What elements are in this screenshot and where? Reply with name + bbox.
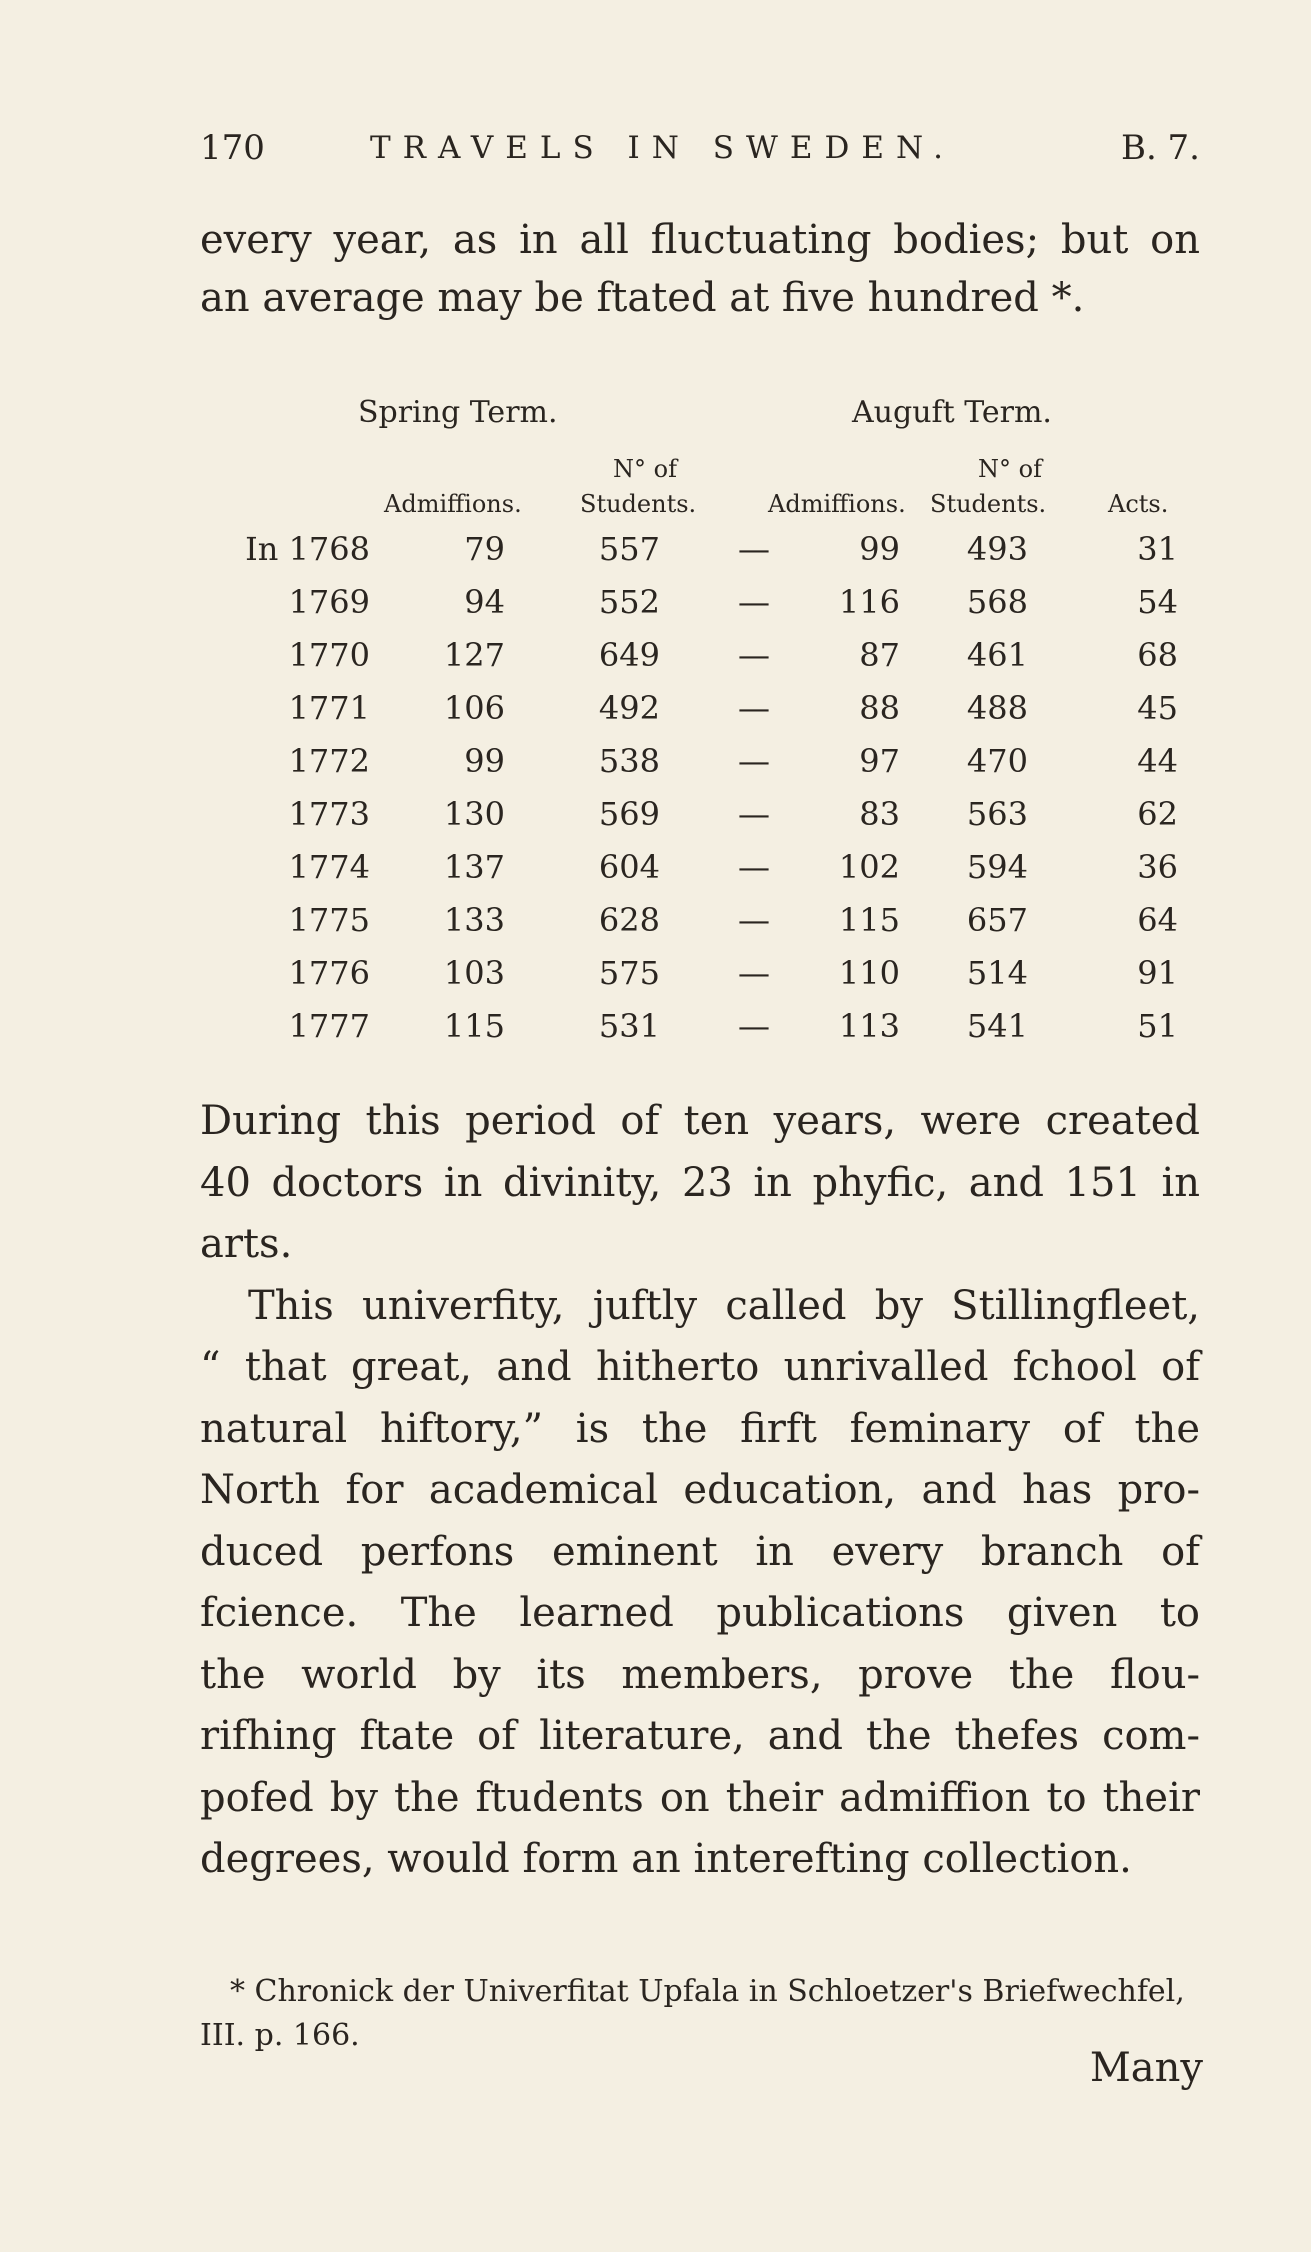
- august-students-cell: 514: [966, 954, 1028, 992]
- body-line: North for academical education, and has pro-: [200, 1467, 1200, 1513]
- august-admissions-cell: 110: [838, 954, 900, 992]
- year-cell: 1769: [288, 583, 370, 621]
- running-title: TRAVELS IN SWEDEN.: [370, 130, 955, 166]
- dash-cell: —: [738, 1007, 770, 1045]
- students-no-of-label: N° of: [978, 455, 1042, 483]
- august-students-cell: 470: [966, 742, 1028, 780]
- year-cell: 1770: [288, 636, 370, 674]
- august-students-cell: 568: [966, 583, 1028, 621]
- page-number: 170: [200, 128, 265, 168]
- table-row: [0, 795, 1311, 843]
- acts-cell: 31: [1137, 530, 1178, 568]
- august-students-cell: 657: [966, 901, 1028, 939]
- table-row: [0, 901, 1311, 949]
- spring-term-heading: Spring Term.: [358, 395, 558, 430]
- acts-cell: 68: [1137, 636, 1178, 674]
- table-row: [0, 530, 1311, 578]
- acts-cell: 45: [1137, 689, 1178, 727]
- dash-cell: —: [738, 530, 770, 568]
- body-line: rifhing ftate of literature, and the thefes com-: [200, 1713, 1200, 1759]
- body-line: fcience. The learned publications given to: [200, 1590, 1200, 1636]
- august-admissions-cell: 99: [859, 530, 900, 568]
- year-cell: 1774: [288, 848, 370, 886]
- intro-line: every year, as in all fluctuating bodies; but on: [200, 217, 1200, 263]
- dash-cell: —: [738, 742, 770, 780]
- col-header-students: Students.: [930, 490, 1047, 518]
- spring-admissions-cell: 103: [443, 954, 505, 992]
- book-number: B. 7.: [1120, 128, 1200, 168]
- body-line: pofed by the ftudents on their admiffion to their: [200, 1774, 1200, 1821]
- table-row: [0, 954, 1311, 1002]
- dash-cell: —: [738, 954, 770, 992]
- body-line: the world by its members, prove the flou-: [200, 1651, 1200, 1698]
- body-line: During this period of ten years, were created: [200, 1098, 1200, 1144]
- body-line: natural hiftory,” is the firft feminary of the: [200, 1405, 1200, 1452]
- spring-students-cell: 575: [598, 954, 660, 992]
- spring-students-cell: 649: [598, 636, 660, 674]
- acts-cell: 62: [1137, 795, 1178, 833]
- august-students-cell: 563: [966, 795, 1028, 833]
- year-cell: 1775: [288, 901, 370, 939]
- spring-students-cell: 628: [598, 901, 660, 939]
- spring-admissions-cell: 133: [443, 901, 505, 939]
- august-students-cell: 493: [966, 530, 1028, 568]
- august-students-cell: 594: [966, 848, 1028, 886]
- august-admissions-cell: 88: [859, 689, 900, 727]
- august-admissions-cell: 97: [859, 742, 900, 780]
- table-row: [0, 742, 1311, 790]
- august-students-cell: 541: [966, 1007, 1028, 1045]
- body-line: 40 doctors in divinity, 23 in phyfic, and 151 in: [200, 1159, 1200, 1206]
- spring-admissions-cell: 137: [443, 848, 505, 886]
- body-line: This univerfity, juftly called by Stillingfleet,: [248, 1282, 1200, 1329]
- spring-students-cell: 492: [598, 689, 660, 727]
- spring-students-cell: 531: [598, 1007, 660, 1045]
- spring-admissions-cell: 130: [443, 795, 505, 833]
- footnote-line: * Chronick der Univerfitat Upfala in Schloetzer's Briefwechfel,: [230, 1974, 1185, 2009]
- col-header-acts: Acts.: [1108, 490, 1169, 518]
- spring-students-cell: 538: [598, 742, 660, 780]
- spring-students-cell: 557: [598, 530, 660, 568]
- acts-cell: 51: [1137, 1007, 1178, 1045]
- col-header-admissions: Admiffions.: [768, 490, 906, 518]
- col-header-students: Students.: [580, 490, 697, 518]
- year-cell: In 1768: [245, 530, 370, 568]
- august-admissions-cell: 113: [838, 1007, 900, 1045]
- august-admissions-cell: 83: [859, 795, 900, 833]
- running-head: [200, 128, 1200, 178]
- dash-cell: —: [738, 901, 770, 939]
- august-admissions-cell: 116: [838, 583, 900, 621]
- body-line: “ that great, and hitherto unrivalled fchool of: [200, 1344, 1200, 1390]
- august-admissions-cell: 115: [838, 901, 900, 939]
- body-line: duced perfons eminent in every branch of: [200, 1528, 1200, 1575]
- body-line: degrees, would form an interefting collection.: [200, 1836, 1132, 1882]
- table-row: [0, 848, 1311, 896]
- table-row: [0, 1007, 1311, 1055]
- catchword: Many: [1089, 2045, 1203, 2091]
- students-no-of-label: N° of: [613, 455, 677, 483]
- col-header-admissions: Admiffions.: [384, 490, 522, 518]
- year-cell: 1771: [288, 689, 370, 727]
- body-line: arts.: [200, 1221, 293, 1267]
- footnote-line: III. p. 166.: [200, 2018, 360, 2053]
- spring-admissions-cell: 115: [443, 1007, 505, 1045]
- table-row: [0, 689, 1311, 737]
- august-students-cell: 461: [966, 636, 1028, 674]
- spring-admissions-cell: 127: [443, 636, 505, 674]
- spring-admissions-cell: 79: [464, 530, 505, 568]
- spring-students-cell: 569: [598, 795, 660, 833]
- acts-cell: 54: [1137, 583, 1178, 621]
- intro-line: an average may be ftated at five hundred *.: [200, 275, 1085, 321]
- spring-students-cell: 604: [598, 848, 660, 886]
- spring-students-cell: 552: [598, 583, 660, 621]
- acts-cell: 36: [1137, 848, 1178, 886]
- dash-cell: —: [738, 689, 770, 727]
- dash-cell: —: [738, 636, 770, 674]
- spring-admissions-cell: 94: [464, 583, 505, 621]
- year-cell: 1776: [288, 954, 370, 992]
- august-students-cell: 488: [966, 689, 1028, 727]
- dash-cell: —: [738, 583, 770, 621]
- year-cell: 1773: [288, 795, 370, 833]
- dash-cell: —: [738, 795, 770, 833]
- table-row: [0, 583, 1311, 631]
- acts-cell: 64: [1137, 901, 1178, 939]
- acts-cell: 91: [1137, 954, 1178, 992]
- table-row: [0, 636, 1311, 684]
- august-admissions-cell: 87: [859, 636, 900, 674]
- dash-cell: —: [738, 848, 770, 886]
- year-cell: 1772: [288, 742, 370, 780]
- acts-cell: 44: [1137, 742, 1178, 780]
- spring-admissions-cell: 106: [443, 689, 505, 727]
- august-admissions-cell: 102: [838, 848, 900, 886]
- year-cell: 1777: [288, 1007, 370, 1045]
- august-term-heading: Auguft Term.: [852, 395, 1052, 430]
- spring-admissions-cell: 99: [464, 742, 505, 780]
